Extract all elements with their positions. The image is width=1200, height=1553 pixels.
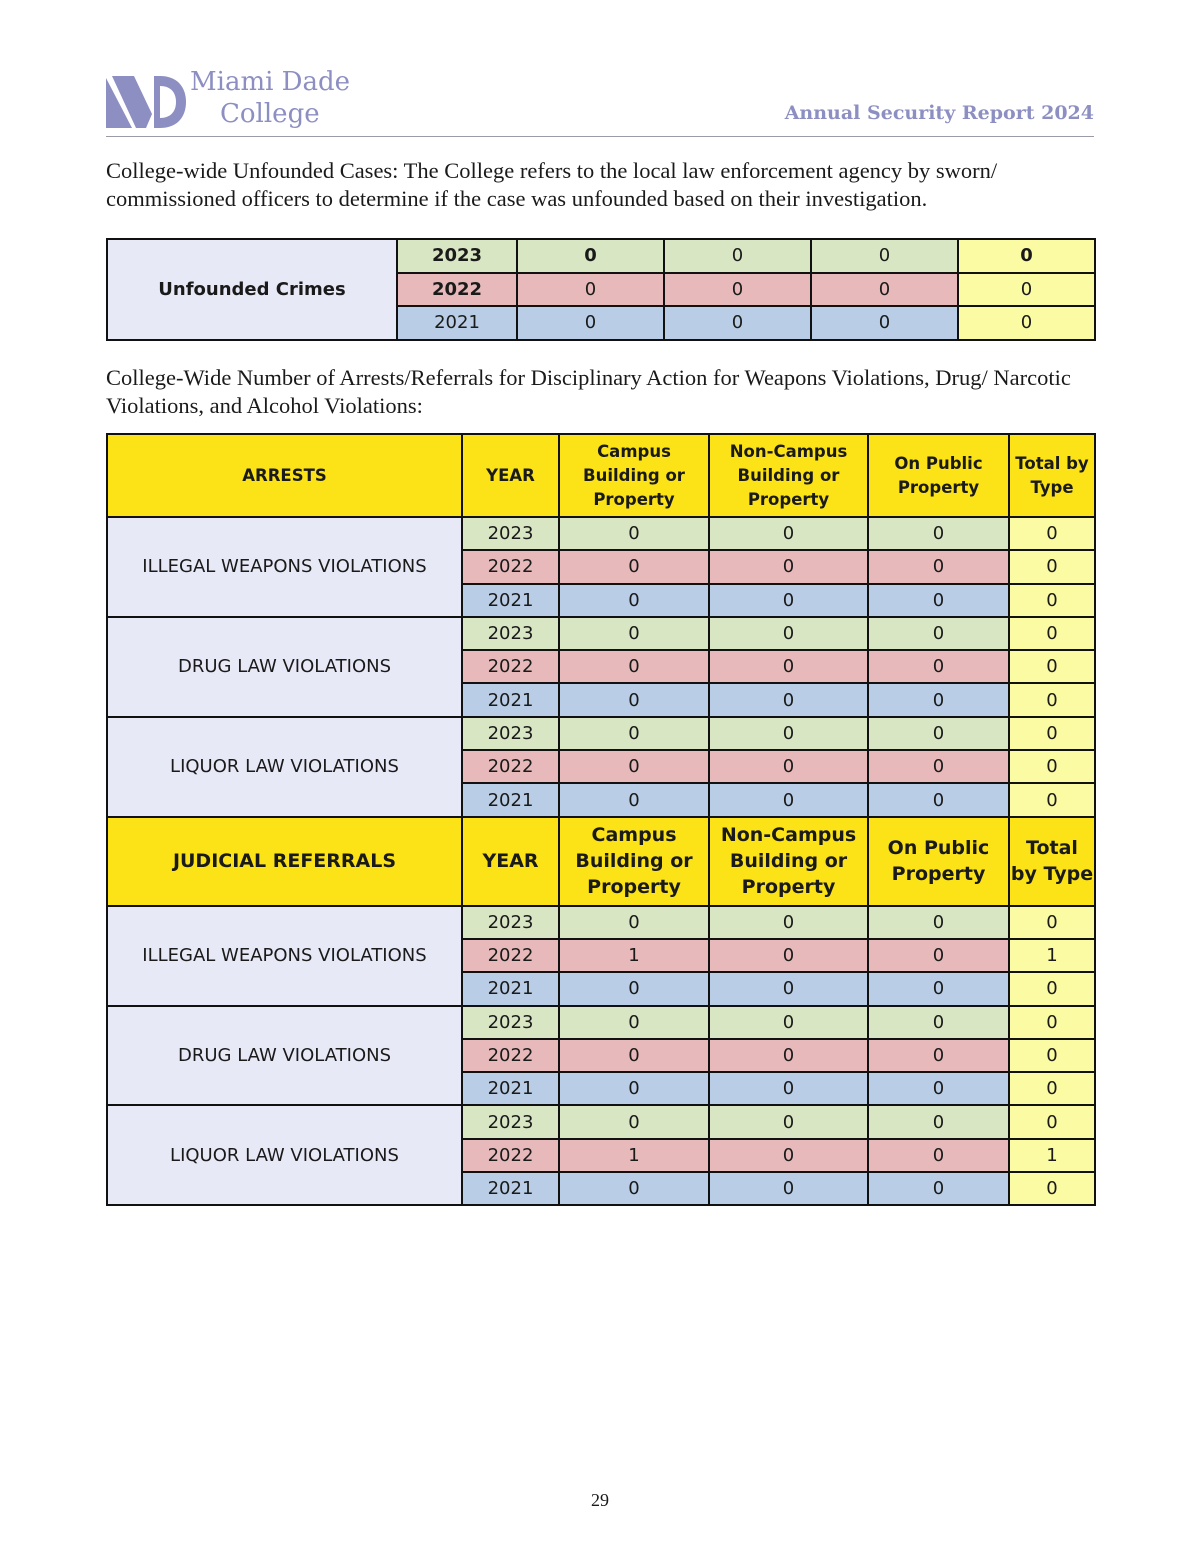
value-cell: 0	[559, 1072, 709, 1105]
violation-category: DRUG LAW VIOLATIONS	[107, 1006, 462, 1106]
value-cell: 0	[664, 273, 811, 307]
value-cell: 0	[709, 1172, 868, 1205]
value-cell: 0	[559, 584, 709, 617]
table-row	[107, 1105, 1095, 1138]
value-cell: 0	[517, 239, 664, 273]
value-cell: 1	[559, 1139, 709, 1172]
value-cell: 0	[868, 717, 1009, 750]
total-cell: 0	[1009, 906, 1095, 939]
value-cell: 0	[709, 939, 868, 972]
year-cell: 2021	[462, 1072, 559, 1105]
value-cell: 0	[868, 1105, 1009, 1138]
total-cell: 0	[1009, 1006, 1095, 1039]
value-cell: 0	[709, 650, 868, 683]
arrests-referrals-table	[106, 433, 1096, 1206]
column-header: Campus Building or Property	[559, 434, 709, 517]
college-logo-text	[190, 66, 350, 130]
value-cell: 0	[559, 650, 709, 683]
column-header: Total by Type	[1009, 434, 1095, 517]
report-title: Annual Security Report 2024	[784, 102, 1094, 124]
table-row	[107, 906, 1095, 939]
value-cell: 0	[811, 306, 958, 340]
value-cell: 0	[709, 517, 868, 550]
value-cell: 1	[559, 939, 709, 972]
value-cell: 0	[868, 972, 1009, 1005]
value-cell: 0	[709, 717, 868, 750]
year-cell: 2022	[462, 750, 559, 783]
total-cell: 0	[1009, 550, 1095, 583]
total-cell: 0	[1009, 1039, 1095, 1072]
total-cell: 0	[1009, 683, 1095, 716]
value-cell: 0	[559, 750, 709, 783]
total-cell: 0	[1009, 584, 1095, 617]
value-cell: 0	[868, 783, 1009, 816]
table-row	[107, 239, 1095, 273]
total-cell: 0	[1009, 783, 1095, 816]
year-cell: 2022	[462, 550, 559, 583]
year-cell: 2021	[462, 584, 559, 617]
year-cell: 2022	[462, 650, 559, 683]
total-cell: 0	[1009, 1172, 1095, 1205]
value-cell: 0	[559, 717, 709, 750]
table-row	[107, 1006, 1095, 1039]
year-cell: 2021	[462, 683, 559, 716]
violation-category: LIQUOR LAW VIOLATIONS	[107, 717, 462, 817]
total-cell: 0	[1009, 617, 1095, 650]
violation-category: ILLEGAL WEAPONS VIOLATIONS	[107, 517, 462, 617]
value-cell: 0	[709, 1139, 868, 1172]
value-cell: 0	[811, 239, 958, 273]
value-cell: 0	[868, 584, 1009, 617]
value-cell: 0	[664, 239, 811, 273]
value-cell: 0	[709, 1006, 868, 1039]
table-row	[107, 617, 1095, 650]
value-cell: 0	[709, 683, 868, 716]
value-cell: 0	[868, 750, 1009, 783]
value-cell: 0	[868, 1072, 1009, 1105]
unfounded-label: Unfounded Crimes	[107, 239, 397, 340]
column-header: Campus Building or Property	[559, 817, 709, 906]
arrests-header-row	[107, 434, 1095, 517]
page-header	[106, 66, 1094, 137]
value-cell: 0	[868, 550, 1009, 583]
value-cell: 0	[709, 972, 868, 1005]
total-cell: 1	[1009, 1139, 1095, 1172]
total-cell: 0	[958, 306, 1095, 340]
year-cell: 2023	[462, 617, 559, 650]
value-cell: 0	[868, 1006, 1009, 1039]
value-cell: 0	[709, 906, 868, 939]
value-cell: 0	[709, 617, 868, 650]
value-cell: 0	[868, 617, 1009, 650]
value-cell: 0	[868, 1039, 1009, 1072]
total-cell: 0	[1009, 1105, 1095, 1138]
column-header: Total by Type	[1009, 817, 1095, 906]
violation-category: ILLEGAL WEAPONS VIOLATIONS	[107, 906, 462, 1006]
column-header: Non-Campus Building or Property	[709, 434, 868, 517]
total-cell: 0	[1009, 750, 1095, 783]
total-cell: 0	[1009, 972, 1095, 1005]
referrals-header-row	[107, 817, 1095, 906]
year-cell: 2023	[462, 517, 559, 550]
year-cell: 2023	[462, 1006, 559, 1039]
value-cell: 0	[517, 306, 664, 340]
college-logo-icon	[106, 72, 188, 128]
year-cell: 2022	[462, 1139, 559, 1172]
value-cell: 0	[559, 617, 709, 650]
year-cell: 2021	[462, 1172, 559, 1205]
logo-line1: Miami Dade	[190, 67, 351, 97]
value-cell: 0	[559, 906, 709, 939]
column-header: JUDICIAL REFERRALS	[107, 817, 462, 906]
column-header: YEAR	[462, 434, 559, 517]
year-cell: 2023	[462, 906, 559, 939]
year-cell: 2021	[462, 972, 559, 1005]
value-cell: 0	[811, 273, 958, 307]
value-cell: 0	[709, 783, 868, 816]
total-cell: 0	[1009, 1072, 1095, 1105]
total-cell: 0	[1009, 650, 1095, 683]
year-cell: 2023	[397, 239, 517, 273]
year-cell: 2022	[397, 273, 517, 307]
value-cell: 0	[709, 584, 868, 617]
unfounded-table	[106, 238, 1096, 341]
year-cell: 2021	[462, 783, 559, 816]
total-cell: 0	[1009, 717, 1095, 750]
value-cell: 0	[709, 750, 868, 783]
year-cell: 2023	[462, 717, 559, 750]
value-cell: 0	[517, 273, 664, 307]
value-cell: 0	[559, 783, 709, 816]
value-cell: 0	[868, 939, 1009, 972]
value-cell: 0	[559, 1105, 709, 1138]
column-header: ARRESTS	[107, 434, 462, 517]
violation-category: DRUG LAW VIOLATIONS	[107, 617, 462, 717]
value-cell: 0	[709, 550, 868, 583]
column-header: YEAR	[462, 817, 559, 906]
value-cell: 0	[868, 906, 1009, 939]
total-cell: 1	[1009, 939, 1095, 972]
column-header: On Public Property	[868, 817, 1009, 906]
page-number: 29	[591, 1490, 609, 1510]
year-cell: 2021	[397, 306, 517, 340]
logo-line2: College	[220, 99, 320, 129]
value-cell: 0	[559, 517, 709, 550]
value-cell: 0	[559, 1039, 709, 1072]
value-cell: 0	[868, 683, 1009, 716]
year-cell: 2023	[462, 1105, 559, 1138]
value-cell: 0	[559, 1006, 709, 1039]
arrests-intro: College-Wide Number of Arrests/Referrals for Disciplinary Action for Weapons Violations, Drug/ Narcotic Violations, and Alcohol Violations:	[106, 365, 1071, 418]
value-cell: 0	[559, 1172, 709, 1205]
value-cell: 0	[709, 1039, 868, 1072]
year-cell: 2022	[462, 1039, 559, 1072]
total-cell: 0	[1009, 517, 1095, 550]
table-row	[107, 517, 1095, 550]
value-cell: 0	[559, 683, 709, 716]
column-header: Non-Campus Building or Property	[709, 817, 868, 906]
value-cell: 0	[868, 650, 1009, 683]
value-cell: 0	[709, 1072, 868, 1105]
value-cell: 0	[709, 1105, 868, 1138]
value-cell: 0	[559, 550, 709, 583]
year-cell: 2022	[462, 939, 559, 972]
total-cell: 0	[958, 273, 1095, 307]
violation-category: LIQUOR LAW VIOLATIONS	[107, 1105, 462, 1205]
total-cell: 0	[958, 239, 1095, 273]
column-header: On Public Property	[868, 434, 1009, 517]
value-cell: 0	[868, 1172, 1009, 1205]
unfounded-intro: College-wide Unfounded Cases: The College refers to the local law enforcement agency by sworn/ commissioned officers to determine if the case was unfounded based on their investigation.	[106, 158, 998, 211]
value-cell: 0	[868, 517, 1009, 550]
table-row	[107, 717, 1095, 750]
value-cell: 0	[664, 306, 811, 340]
value-cell: 0	[868, 1139, 1009, 1172]
value-cell: 0	[559, 972, 709, 1005]
